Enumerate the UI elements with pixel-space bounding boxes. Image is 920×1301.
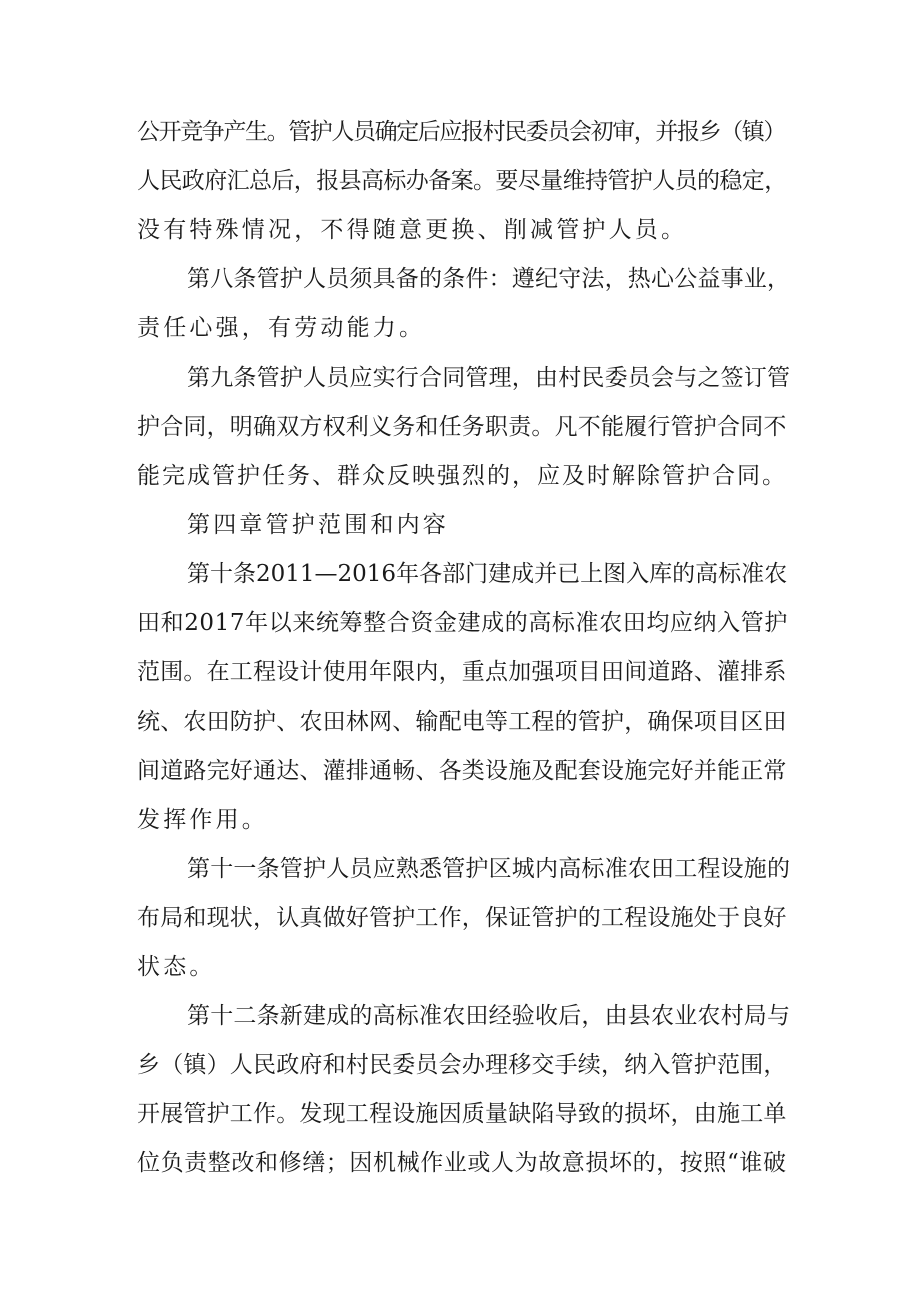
text-line: 人民政府汇总后，报县高标办备案。要尽量维持管护人员的稳定， — [137, 168, 787, 194]
text-line: 护合同，明确双方权利义务和任务职责。凡不能履行管护合同不 — [137, 414, 787, 440]
chapter-heading: 第四章管护范围和内容 — [187, 512, 449, 538]
text-line: 开展管护工作。发现工程设施因质量缺陷导致的损坏，由施工单 — [137, 1101, 787, 1127]
text-line: 第十条2011—2016年各部门建成并已上图入库的高标准农 — [187, 561, 788, 587]
text-line: 没有特殊情况，不得随意更换、削减管护人员。 — [137, 217, 688, 243]
text-line: 统、农田防护、农田林网、输配电等工程的管护，确保项目区田 — [137, 709, 787, 735]
text-line: 能完成管护任务、群众反映强烈的，应及时解除管护合同。 — [137, 463, 787, 489]
text-line: 田和2017年以来统筹整合资金建成的高标准农田均应纳入管护 — [137, 610, 788, 636]
text-line: 发挥作用。 — [137, 807, 268, 833]
text-line: 范围。在工程设计使用年限内，重点加强项目田间道路、灌排系 — [137, 659, 787, 685]
text-line: 第十二条新建成的高标准农田经验收后，由县农业农村局与 — [187, 1003, 791, 1029]
text-line: 间道路完好通达、灌排通畅、各类设施及配套设施完好并能正常 — [137, 758, 787, 784]
text-line: 第九条管护人员应实行合同管理，由村民委员会与之签订管 — [187, 365, 791, 391]
text-line: 第十一条管护人员应熟悉管护区城内高标准农田工程设施的 — [187, 856, 791, 882]
text-line: 责任心强，有劳动能力。 — [137, 315, 426, 341]
text-line: 公开竞争产生。管护人员确定后应报村民委员会初审，并报乡（镇） — [137, 119, 786, 145]
text-line: 乡（镇）人民政府和村民委员会办理移交手续，纳入管护范围， — [137, 1052, 787, 1078]
text-line: 位负责整改和修缮；因机械作业或人为故意损坏的，按照“谁破 — [137, 1150, 787, 1176]
text-line: 状态。 — [137, 954, 216, 980]
text-line: 布局和现状，认真做好管护工作，保证管护的工程设施处于良好 — [137, 905, 787, 931]
text-line: 第八条管护人员须具备的条件：遵纪守法，热心公益事业， — [187, 266, 791, 292]
